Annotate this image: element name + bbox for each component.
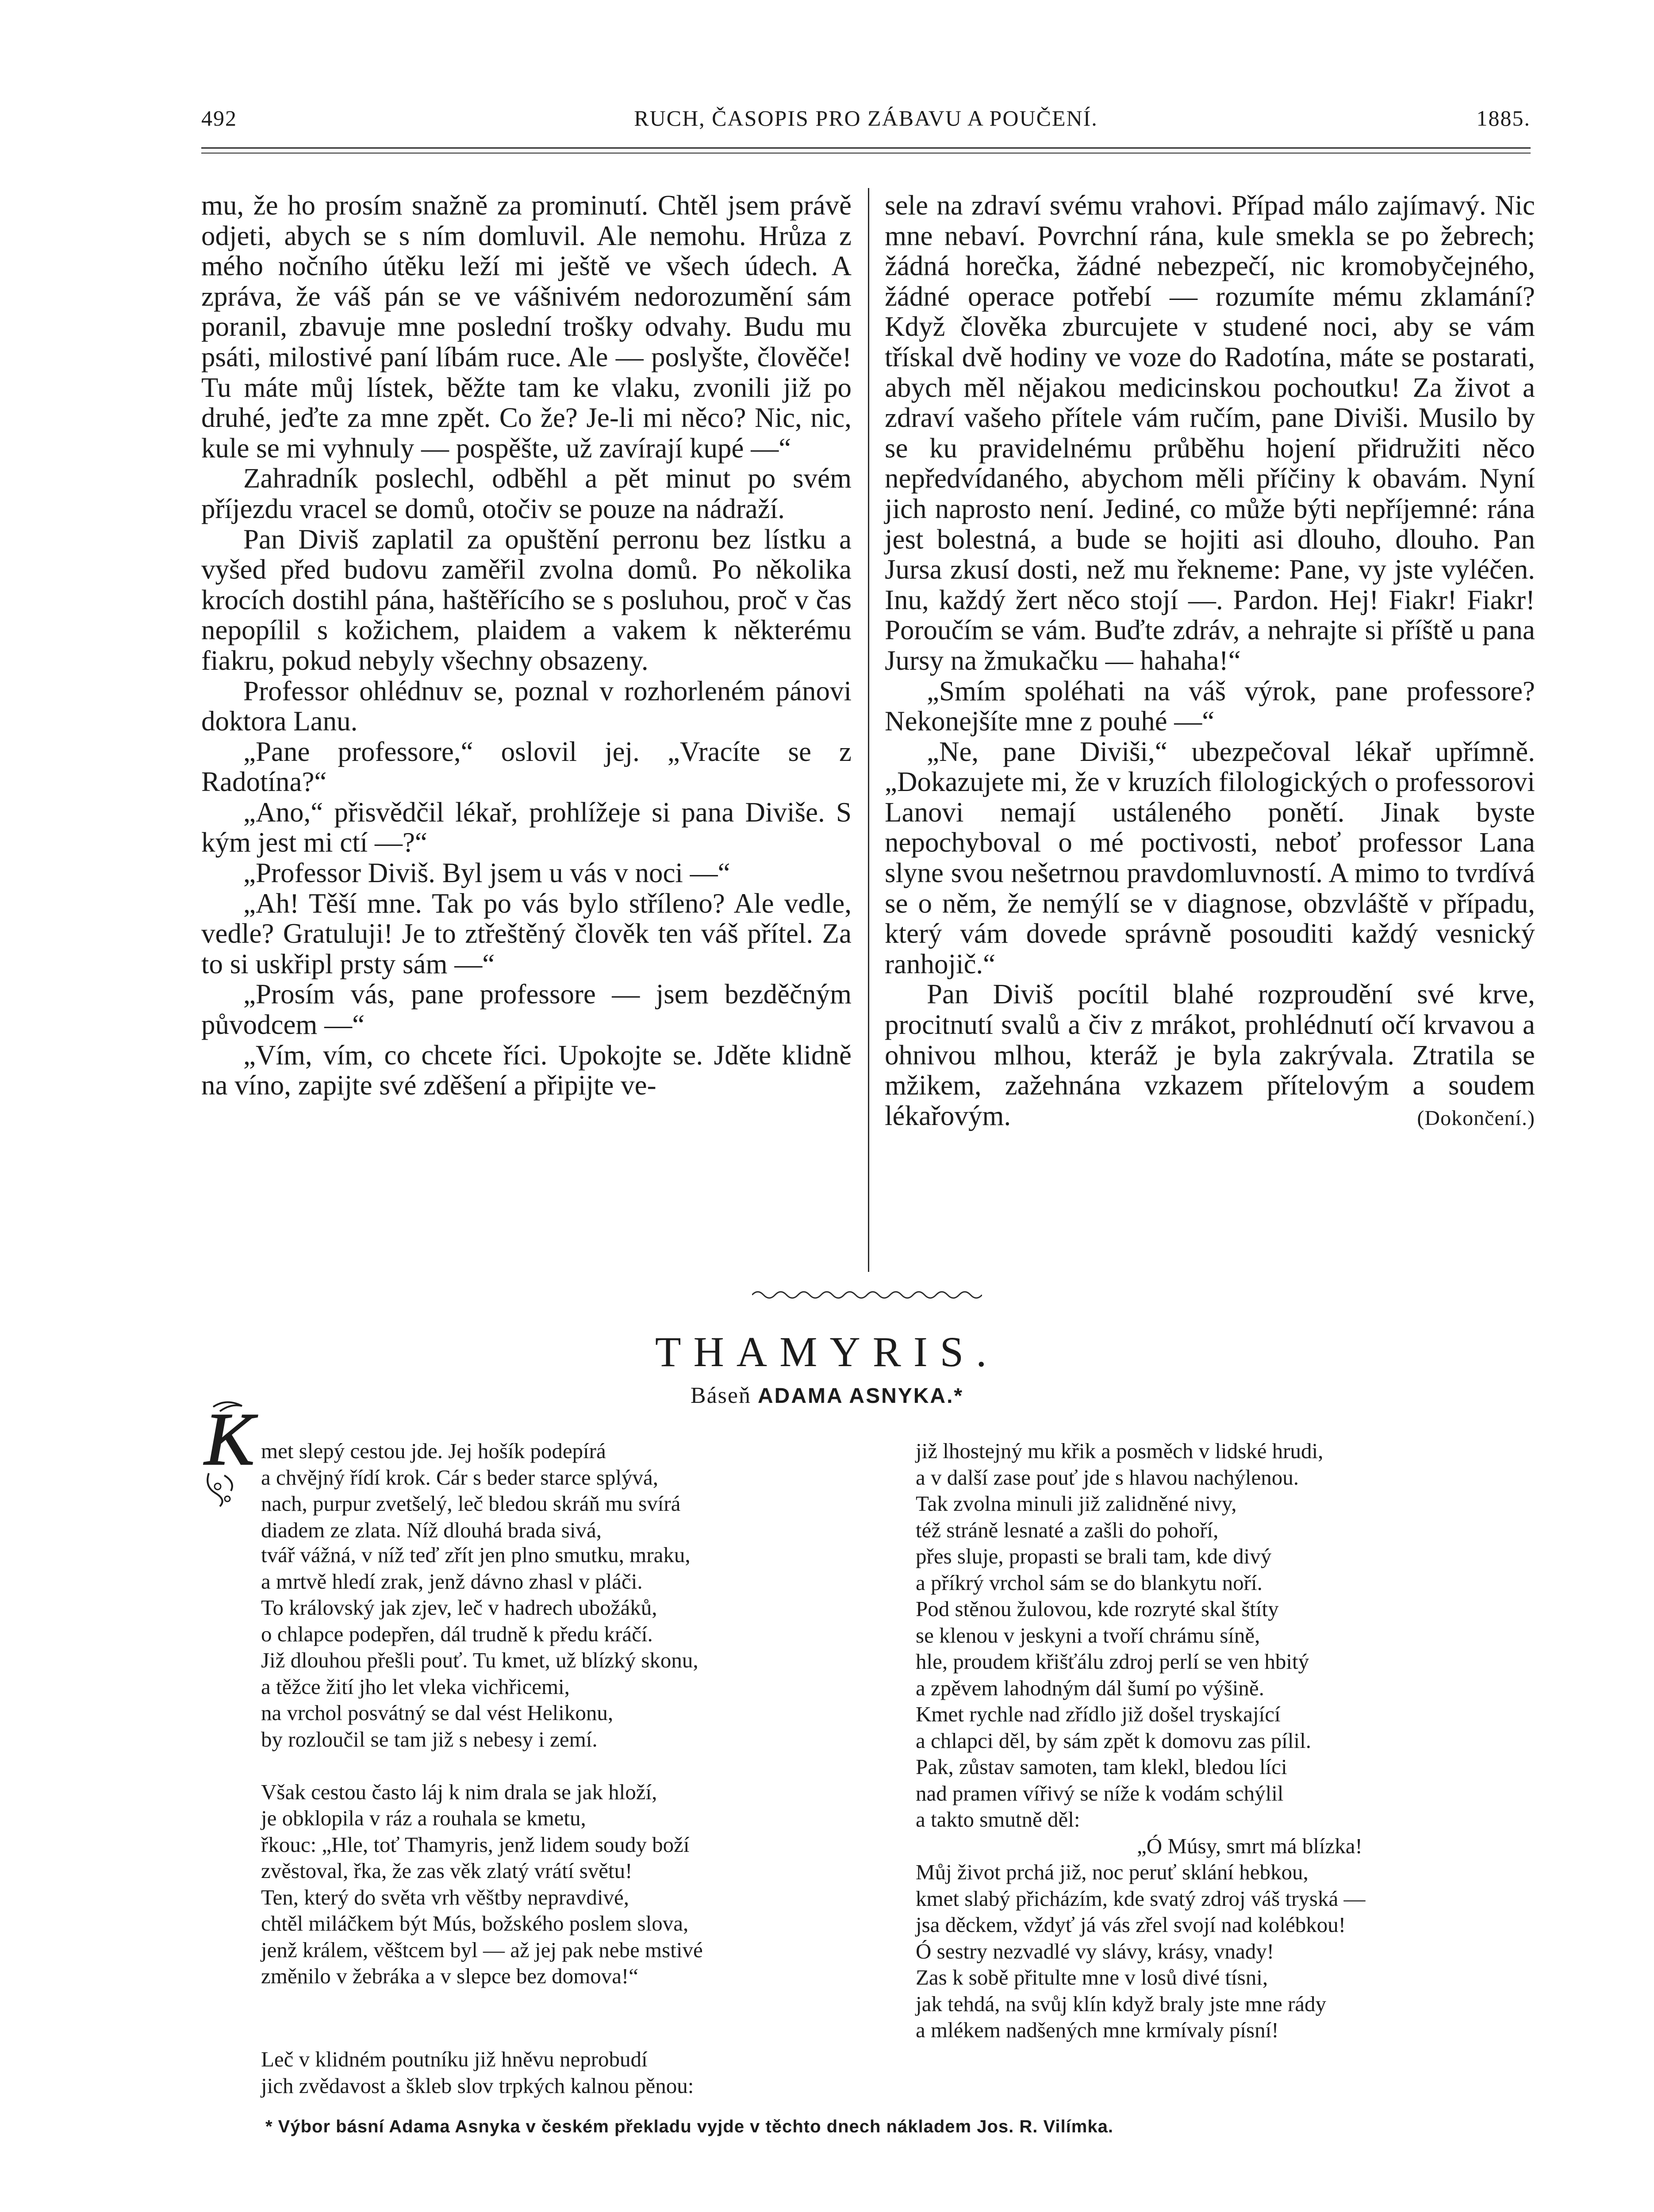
verse-line: Ó sestry nezvadlé vy slávy, krásy, vnady! bbox=[916, 1939, 1274, 1963]
verse-line: Můj život prchá již, noc peruť sklání hebkou, bbox=[916, 1860, 1309, 1884]
paragraph: sele na zdraví svému vrahovi. Případ málo zajímavý. Nic mne nebaví. Povrchní rána, kule smekla se po žebrech; žádná horečka, žádné nebezpečí, nic kromobyčejného, žádné operace potřebí — rozumíte mému zklamání? Když člověka zburcujete v studené noci, aby se vám třískal dvě hodiny ve voze do Radotína, máte se postarati, abych měl nějakou medicinskou pochoutku! Za život a zdraví vašeho přítele vám ručím, pane Diviši. Musilo by se ku pravidelnému průběhu hojení přidružiti něco nepředvídaného, abychom měli příčiny k obavám. Nyní jich naprosto není. Jediné, co může býti nepříjemné: rána jest bolestná, a bude se hojiti asi dlouho, dlouho. Pan Jursa zkusí dosti, než mu řekneme: Pane, vy jste vyléčen. Inu, každý žert něco stojí —. Pardon. Hej! Fiakr! Fiakr! Poroučím se vám. Buďte zdráv, a nehrajte si příště u pana Jursy na žmukačku — hahaha!“ bbox=[885, 190, 1535, 676]
verse-line: Ten, který do světa vrh věštby nepravdivé, bbox=[261, 1885, 629, 1909]
verse-line: diadem ze zlata. Níž dlouhá brada sivá, bbox=[261, 1517, 602, 1542]
verse-line: Zas k sobě přitulte mne v losů divé tísni, bbox=[916, 1965, 1268, 1989]
poem-verse-left-opening bbox=[261, 1438, 925, 1543]
poem-verse-left-closing bbox=[261, 2046, 925, 2099]
verse-line: se klenou v jeskyni a tvoří chrámu síně, bbox=[916, 1623, 1260, 1647]
verse-line: Pod stěnou žulovou, kde rozryté skal štíty bbox=[916, 1597, 1279, 1621]
verse-line: Leč v klidném poutníku již hněvu neprobudí bbox=[261, 2047, 648, 2071]
poem-verse-left bbox=[261, 1542, 925, 1989]
running-title: RUCH, ČASOPIS PRO ZÁBAVU A POUČENÍ. bbox=[634, 106, 1098, 131]
paragraph: „Ano,“ přisvědčil lékař, prohlížeje si pana Diviše. S kým jest mi ctí —?“ bbox=[201, 796, 852, 858]
continued-note: (Dokončení.) bbox=[1417, 1106, 1535, 1130]
verse-line: již lhostejný mu křik a posměch v lidské hrudi, bbox=[916, 1439, 1324, 1463]
verse-line: Pak, zůstav samoten, tam klekl, bledou líci bbox=[916, 1755, 1287, 1779]
verse-line: Však cestou často láj k nim drala se jak hloží, bbox=[261, 1779, 657, 1804]
running-header bbox=[201, 105, 1531, 141]
poem-verse-right bbox=[916, 1438, 1579, 2043]
verse-line: tvář vážná, v níž teď zřít jen plno smutku, mraku, bbox=[261, 1543, 691, 1567]
verse-line: nad pramen vířivý se níže k vodám schýlil bbox=[916, 1781, 1284, 1805]
drop-cap-letter: K bbox=[204, 1398, 255, 1481]
verse-line: a mrtvě hledí zrak, jenž dávno zhasl v pláči. bbox=[261, 1569, 643, 1594]
verse-line: a zpěvem lahodným dál šumí po výšině. bbox=[916, 1675, 1264, 1700]
paragraph: „Pane professore,“ oslovil jej. „Vracíte se z Radotína?“ bbox=[201, 736, 852, 798]
poem-author: ADAMA ASNYKA.* bbox=[757, 1384, 964, 1408]
wave-ornament-icon bbox=[752, 1285, 982, 1303]
verse-line: a chlapci děl, by sám zpět k domovu zas pílil. bbox=[916, 1728, 1312, 1753]
verse-line: nach, purpur zvetšelý, leč bledou skráň mu svírá bbox=[261, 1491, 681, 1516]
paragraph: Pan Diviš pocítil blahé rozproudění své krve, procitnutí svalů a čiv z mrákot, prohlédnutí očí krvavou a ohnivou mlhou, kteráž je byla zakrývala. Ztratila se mžikem, zažehnána vzkazem přítelovým a soudem lékařovým. (Dokončení.) bbox=[885, 979, 1535, 1131]
verse-line: Kmet rychle nad zřídlo již došel tryskající bbox=[916, 1702, 1281, 1726]
header-rule-thin bbox=[201, 153, 1531, 154]
verse-line: a mlékem nadšených mne krmívaly písní! bbox=[916, 2018, 1279, 2042]
verse-line: a takto smutně děl: bbox=[916, 1807, 1080, 1832]
verse-line: Tak zvolna minuli již zalidněné nivy, bbox=[916, 1491, 1237, 1516]
paragraph: „Professor Diviš. Byl jsem u vás v noci —“ bbox=[243, 857, 730, 889]
paragraph: „Ah! Těší mne. Tak po vás bylo stříleno? Ale vedle, vedle? Gratuluji! Je to ztřeštěný člověk ten váš přítel. Za to si uskřipl prsty sám —“ bbox=[201, 887, 852, 979]
poem-title: THAMYRIS. bbox=[655, 1328, 999, 1375]
verse-line: jsa děckem, vždyť já vás zřel svojí nad kolébkou! bbox=[916, 1912, 1346, 1937]
verse-line: o chlapce podepřen, dál trudně k předu kráčí. bbox=[261, 1621, 653, 1646]
verse-line: met slepý cestou jde. Jej hošík podepírá bbox=[261, 1439, 606, 1463]
verse-line: změnilo v žebráka a v slepce bez domova!“ bbox=[261, 1964, 639, 1988]
paragraph: mu, že ho prosím snažně za prominutí. Chtěl jsem právě odjeti, abych se s ním domluvil. Ale nemohu. Hrůza z mého nočního útěku leží mi ještě ve všech údech. A zpráva, že váš pán se ve vášnivém nedorozumění sám poranil, zbavuje mne poslední trošky odvahy. Budu mu psáti, milostivé paní líbám ruce. Ale — poslyšte, člověče! Tu máte můj lístek, běžte tam ke vlaku, zvonili již po druhé, jeďte za mne zpět. Co že? Je-li mi něco? Nic, nic, kule se mi vyhnuly — pospěšte, už zavírají kupé —“ bbox=[201, 190, 852, 464]
paragraph: Professor ohlédnuv se, poznal v rozhorleném pánovi doktora Lanu. bbox=[201, 675, 852, 737]
verse-line: na vrchol posvátný se dal vést Helikonu, bbox=[261, 1701, 614, 1725]
footnote: * Výbor básní Adama Asnyka v českém překladu vyjde v těchto dnech nákladem Jos. R. Vilímka. bbox=[265, 2117, 1113, 2136]
header-rule bbox=[201, 147, 1531, 149]
prose-column-left bbox=[201, 190, 852, 1101]
verse-line: a chvějný řídí krok. Cár s beder starce splývá, bbox=[261, 1465, 659, 1490]
paragraph: „Prosím vás, pane professore — jsem bezděčným původcem —“ bbox=[201, 979, 852, 1041]
page-number: 492 bbox=[201, 106, 237, 131]
verse-line: hle, proudem křišťálu zdroj perlí se ven hbitý bbox=[916, 1649, 1309, 1674]
verse-line: Již dlouhou přešli pouť. Tu kmet, už blízký skonu, bbox=[261, 1648, 698, 1672]
verse-line: je obklopila v ráz a rouhala se kmetu, bbox=[261, 1806, 586, 1830]
paragraph: Pan Diviš zaplatil za opuštění perronu bez lístku a vyšed před budovu zaměřil zvolna domů. Po několika krocích dostihl pána, haštěřícího se s posluhou, proč v čas nepopílil s kožichem, plaidem a vakem k některému fiakru, pokud nebyly všechny obsazeny. bbox=[201, 523, 852, 676]
verse-line: a v další zase pouť jde s hlavou nachýlenou. bbox=[916, 1465, 1299, 1490]
verse-line: jenž králem, věštcem byl — až jej pak nebe mstivé bbox=[261, 1937, 703, 1962]
verse-line: jak tehdá, na svůj klín když braly jste mne rády bbox=[916, 1991, 1327, 2016]
verse-line: řkouc: „Hle, toť Thamyris, jenž lidem soudy boží bbox=[261, 1832, 690, 1857]
paragraph: „Vím, vím, co chcete říci. Upokojte se. Jděte klidně na víno, zapijte své zděšení a připijte ve- bbox=[201, 1039, 852, 1101]
stanza-break bbox=[261, 1752, 925, 1779]
paragraph: „Ne, pane Diviši,“ ubezpečoval lékař upřímně. „Dokazujete mi, že v kruzích filologických o professorovi Lanovi nemají ustáleného ponětí. Jinak byste nepochyboval o mé poctivosti, neboť professor Lana slyne svou nešetrnou pravdomluvností. A mimo to tvrdívá se o něm, že nemýlí se v diagnose, obzvláště v případu, který vám dovede správně posouditi každý vesnický ranhojič.“ bbox=[885, 736, 1535, 979]
verse-line: a příkrý vrchol sám se do blankytu noří. bbox=[916, 1570, 1263, 1595]
verse-line: chtěl miláčkem být Mús, božského poslem slova, bbox=[261, 1911, 689, 1936]
prose-column-right bbox=[885, 190, 1535, 1133]
verse-line: též stráně lesnaté a zašli do pohoří, bbox=[916, 1517, 1219, 1542]
paragraph: „Smím spoléhati na váš výrok, pane professore? Nekonejšíte mne z pouhé —“ bbox=[885, 675, 1535, 737]
column-divider bbox=[868, 188, 869, 1272]
verse-line: jich zvědavost a škleb slov trpkých kalnou pěnou: bbox=[261, 2073, 694, 2098]
verse-line: kmet slabý přicházím, kde svatý zdroj váš tryská — bbox=[916, 1886, 1366, 1911]
verse-line: by rozloučil se tam již s nebesy i zemí. bbox=[261, 1727, 598, 1751]
verse-line: To královský jak zjev, leč v hadrech ubožáků, bbox=[261, 1595, 657, 1620]
header-year: 1885. bbox=[1476, 106, 1531, 131]
verse-line: „Ó Músy, smrt má blízka! bbox=[1137, 1833, 1362, 1858]
paragraph: Zahradník poslechl, odběhl a pět minut po svém příjezdu vracel se domů, otočiv se pouze na nádraží. bbox=[201, 463, 852, 524]
verse-line: přes sluje, propasti se brali tam, kde divý bbox=[916, 1544, 1272, 1568]
verse-line: zvěstoval, řka, že zas věk zlatý vrátí světu! bbox=[261, 1859, 633, 1883]
verse-line: a těžce žití jho let vleka vichřicemi, bbox=[261, 1674, 570, 1699]
poem-subtitle-prefix: Báseň bbox=[690, 1383, 751, 1408]
ornamental-drop-cap bbox=[200, 1398, 262, 1509]
